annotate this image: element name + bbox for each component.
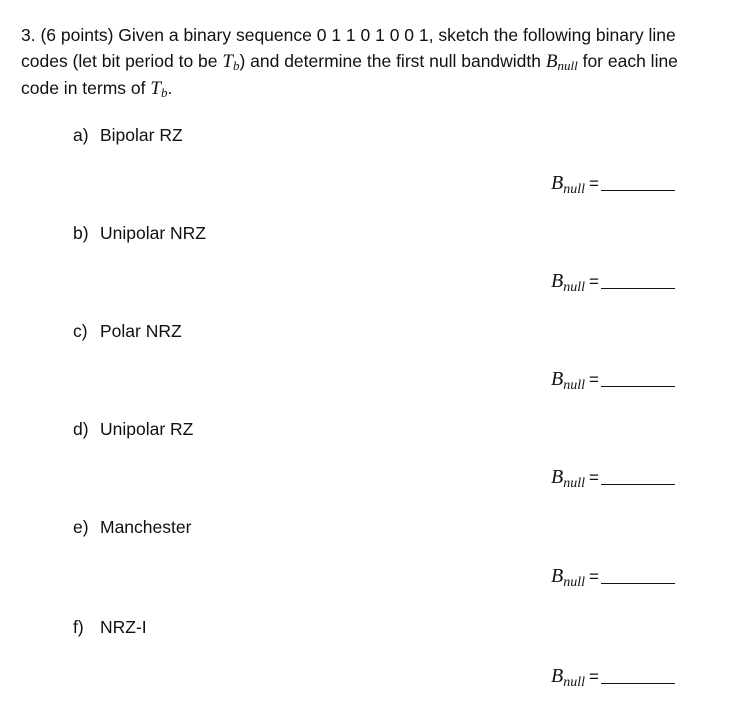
part-e-label: e) Manchester	[73, 517, 192, 537]
question-intro: 3. (6 points) Given a binary sequence 0 1 1 0 1 0 0 1, sketch the following binary line codes (let bit period to be	[21, 25, 676, 71]
part-a-label: a) Bipolar RZ	[73, 125, 183, 145]
part-b-label: b) Unipolar NRZ	[73, 223, 206, 243]
part-d-label: d) Unipolar RZ	[73, 419, 194, 439]
part-c-label: c) Polar NRZ	[73, 321, 182, 341]
answer-blank[interactable]	[601, 189, 675, 191]
part-a-answer: $B_{null}$ =	[551, 172, 675, 195]
answer-blank[interactable]	[601, 287, 675, 289]
question-tail: for each line code in terms of	[21, 51, 678, 98]
part-b-answer: $B_{null}$ =	[551, 270, 675, 293]
tb-symbol-2: $T_b$	[150, 78, 168, 100]
part-e-answer: $B_{null}$ =	[551, 565, 675, 588]
tb-symbol: $T_b$	[222, 51, 240, 73]
question-text: 3. (6 points) Given a binary sequence 0 1 1 0 1 0 0 1, sketch the following binary line codes (let bit period to be $T_b$) and determine the first null bandwidth $B_{null}$ for each line code in terms of $T_b$.	[21, 25, 678, 100]
part-f-answer: $B_{null}$ =	[551, 665, 675, 688]
part-c-answer: $B_{null}$ =	[551, 368, 675, 391]
part-f-label: f) NRZ-I	[73, 617, 147, 637]
answer-blank[interactable]	[601, 682, 675, 684]
part-d-answer: $B_{null}$ =	[551, 466, 675, 489]
answer-blank[interactable]	[601, 385, 675, 387]
answer-blank[interactable]	[601, 483, 675, 485]
question-mid: ) and determine the first null bandwidth	[239, 51, 546, 71]
bnull-symbol: $B_{null}$	[545, 51, 578, 73]
answer-blank[interactable]	[601, 582, 675, 584]
